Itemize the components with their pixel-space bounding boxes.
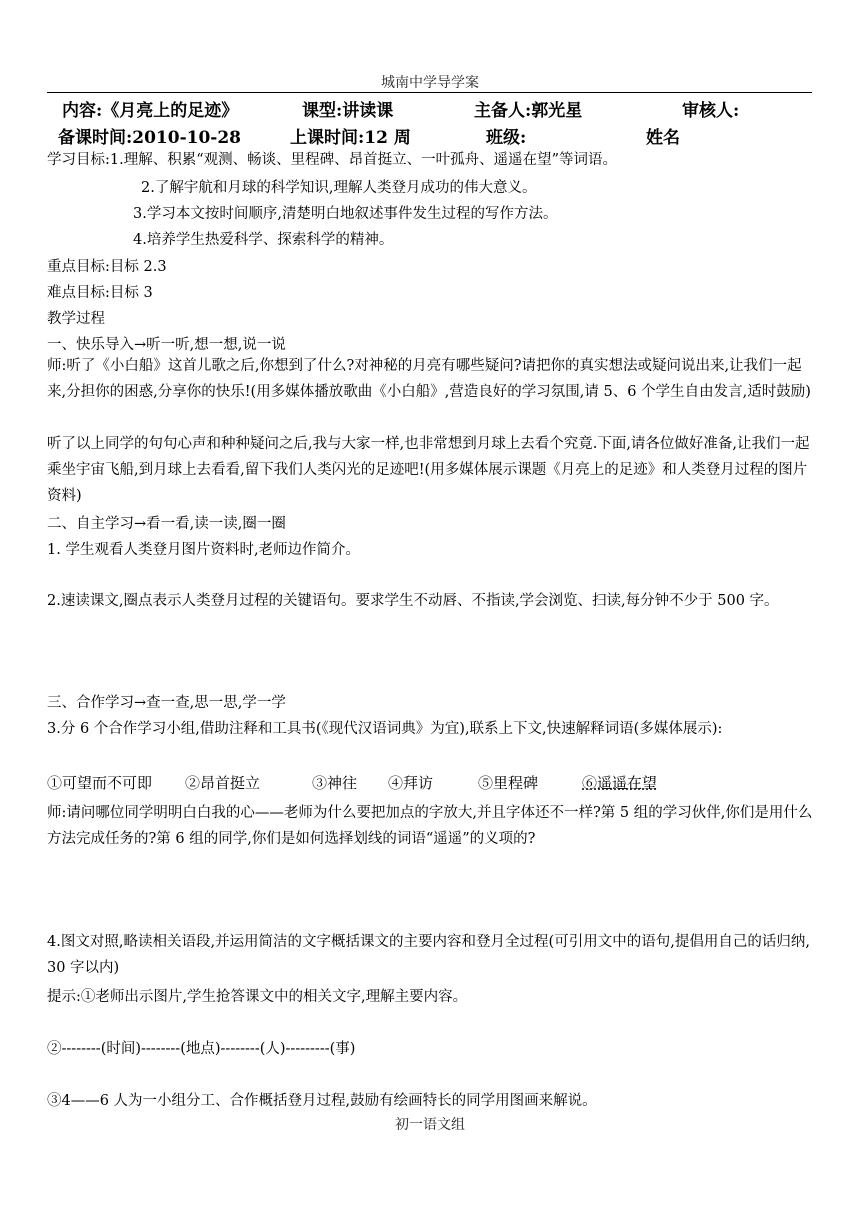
name-label: 姓名 xyxy=(646,128,680,148)
section-2-item-1: 1. 学生观看人类登月图片资料时,老师边作简介。 xyxy=(47,542,361,558)
objective-1: 学习目标:1.理解、积累“观测、畅谈、里程碑、昂首挺立、一叶孤舟、遥遥在望”等词语。 xyxy=(47,152,618,168)
prep-time-label: 备课时间:2010-10-28 xyxy=(58,128,242,148)
group-task: ③4——6 人为一小组分工、合作概括登月过程,鼓励有绘画特长的同学用图画来解说。 xyxy=(47,1093,597,1109)
key-objective: 重点目标:目标 2.3 xyxy=(47,259,167,275)
lesson-type-label: 课型:讲读课 xyxy=(302,101,394,121)
vocab-word-1: ①可望而不可即 xyxy=(47,774,153,792)
vocab-word-2: ②昂首挺立 xyxy=(185,774,261,792)
vocab-word-3: ③神往 xyxy=(312,774,358,792)
school-header-title: 城南中学导学案 xyxy=(381,75,479,91)
header-divider xyxy=(47,92,812,93)
section-1-paragraph-1: 师:听了《小白船》这首儿歌之后,你想到了什么?对神秘的月亮有哪些疑问?请把你的真实想法或疑问说出来,让我们一起来,分担你的困惑,分享你的快乐!(用多媒体播放歌曲《小白船》,营造良好的学习氛围,请 5、6 个学生自由发言,适时鼓励) xyxy=(47,358,811,400)
teaching-process-heading: 教学过程 xyxy=(47,311,105,327)
section-3-item-4: 4.图文对照,略读相关语段,并运用简洁的文字概括课文的主要内容和登月全过程(可引用文中的语句,提倡用自己的话归纳,30 字以内) xyxy=(47,934,810,976)
objective-2: 2.了解宇航和月球的科学知识,理解人类登月成功的伟大意义。 xyxy=(141,180,537,196)
content-label: 内容:《月亮上的足迹》 xyxy=(62,101,239,121)
class-label: 班级: xyxy=(486,128,527,148)
objective-3: 3.学习本文按时间顺序,清楚明白地叙述事件发生过程的写作方法。 xyxy=(133,206,558,222)
section-1-paragraph-2: 听了以上同学的句句心声和种种疑问之后,我与大家一样,也非常想到月球上去看个究竟.下面,请各位做好准备,让我们一起乘坐宇宙飞船,到月球上去看看,留下我们人类闪光的足迹吧!(用多媒体展示课题《月亮上的足迹》和人类登月过程的图片资料) xyxy=(47,436,810,504)
hint-line: 提示:①老师出示图片,学生抢答课文中的相关文字,理解主要内容。 xyxy=(47,989,468,1005)
section-3-item-3: 3.分 6 个合作学习小组,借助注释和工具书(《现代汉语词典》为宜),联系上下文,快速解释词语(多媒体展示): xyxy=(47,721,723,737)
summary-blanks: ②--------(时间)--------(地点)--------(人)---------(事) xyxy=(47,1041,356,1057)
class-time-label: 上课时间:12 周 xyxy=(290,128,411,148)
section-2-item-2: 2.速读课文,圈点表示人类登月过程的关键语句。要求学生不动唇、不指读,学会浏览、扫读,每分钟不少于 500 字。 xyxy=(47,593,779,609)
section-1-title: 一、快乐导入→听一听,想一想,说一说 xyxy=(47,337,286,353)
vocab-word-4: ④拜访 xyxy=(388,774,434,792)
objective-4: 4.培养学生热爱科学、探索科学的精神。 xyxy=(133,232,394,248)
vocab-word-5: ⑤里程碑 xyxy=(478,774,539,792)
preparer-label: 主备人:郭光星 xyxy=(474,101,583,121)
teacher-question: 师:请问哪位同学明明白白我的心——老师为什么要把加点的字放大,并且字体还不一样?第 5 组的学习伙伴,你们是用什么方法完成任务的?第 6 组的同学,你们是如何选择划线的词语“遥遥”的义项的? xyxy=(47,805,813,847)
reviewer-label: 审核人: xyxy=(682,101,740,121)
vocab-word-6: ⑥遥遥在望 xyxy=(582,774,658,792)
section-2-title: 二、自主学习→看一看,读一读,圈一圈 xyxy=(47,516,286,532)
difficult-objective: 难点目标:目标 3 xyxy=(47,285,153,301)
footer-group-name: 初一语文组 xyxy=(395,1117,465,1133)
section-3-title: 三、合作学习→查一查,思一思,学一学 xyxy=(47,695,286,711)
